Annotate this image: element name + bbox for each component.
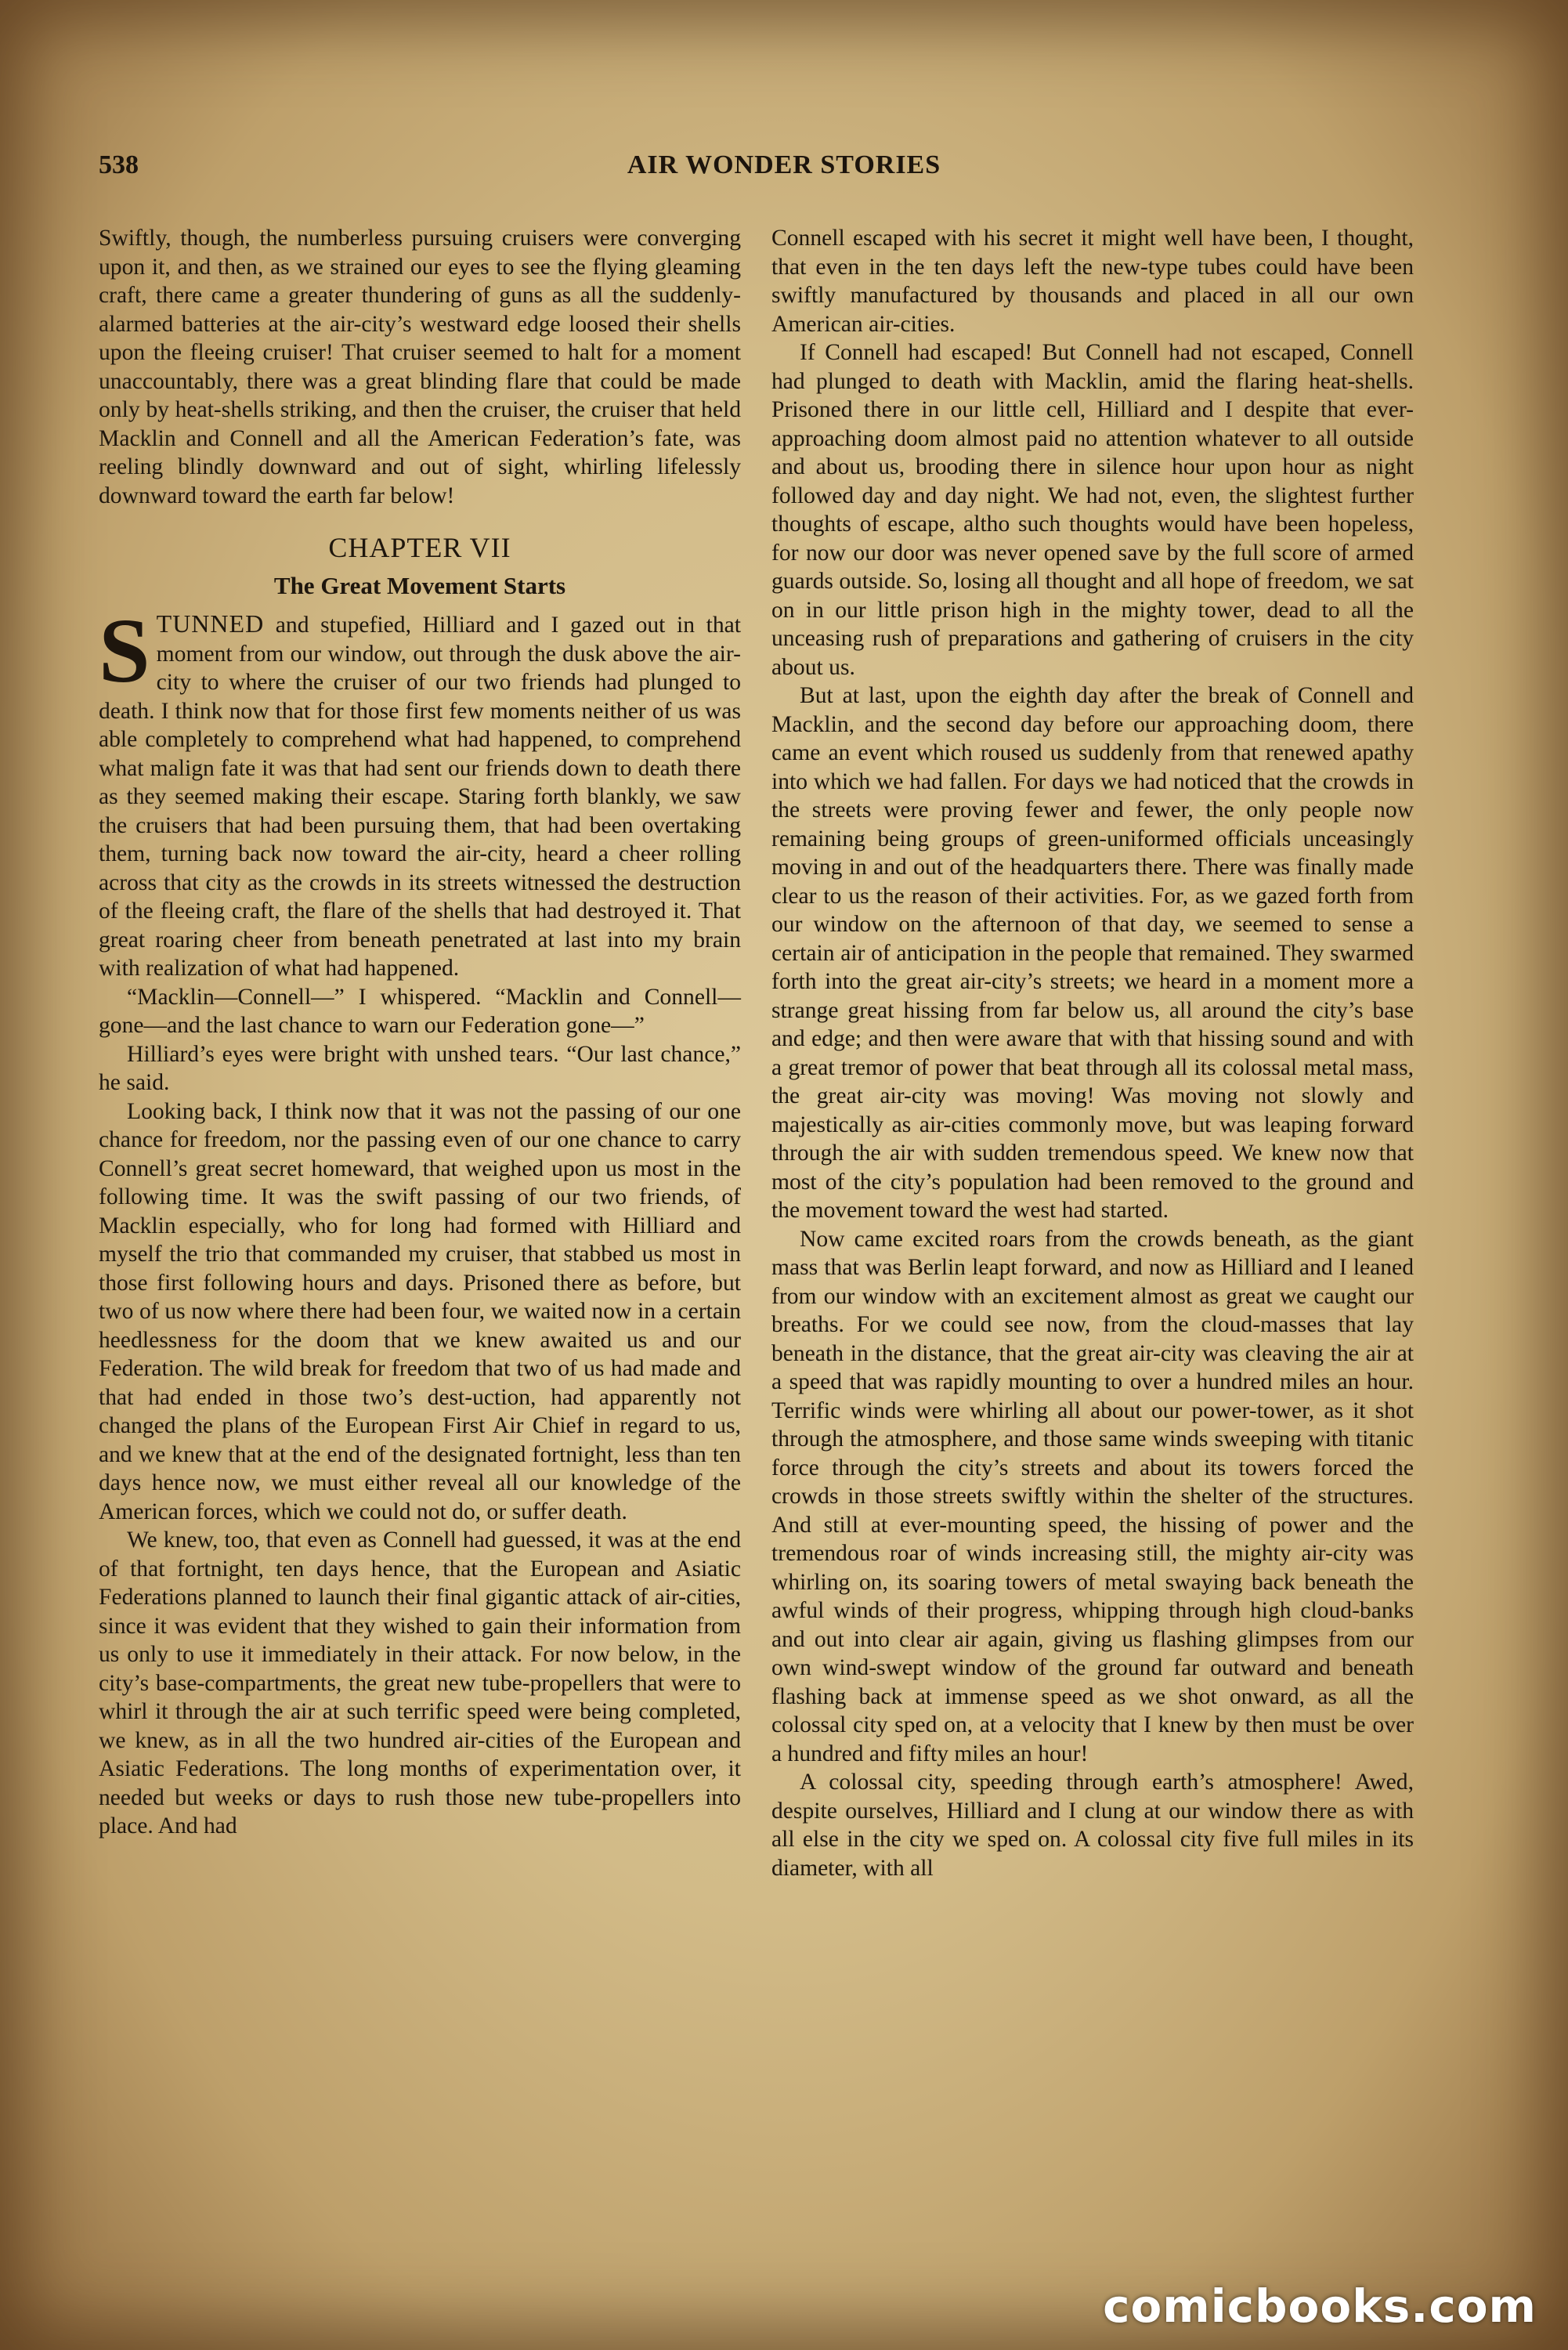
site-watermark: comicbooks.com	[1103, 2280, 1537, 2333]
paragraph: Swiftly, though, the numberless pursuing cruisers were converging upon it, and then, as we strained our eyes to see the flying gleaming craft, there came a greater thundering of guns as all the suddenly-alarmed batteries at the air-city’s westward edge loosed their shells upon the fleeing cruiser! That cruiser seemed to halt for a moment unaccountably, there was a great blinding flare that could be made only by heat-shells striking, and then the cruiser, the cruiser that held Macklin and Connell and all the American Federation’s fate, was reeling blindly downward and out of sight, whirling lifelessly downward toward the earth far below!	[99, 226, 741, 508]
chapter-title: The Great Movement Starts	[273, 571, 566, 599]
paragraph: But at last, upon the eighth day after the break of Connell and Macklin, and the second day before our approaching doom, there came an event which roused us suddenly from that renewed apathy into which we had fallen. For days we had noticed that the crowds in the streets were proving fewer and fewer, the only people now remaining being groups of green-uniformed officials unceasingly moving in and out of the headquarters there. There was finally made clear to us the reason of their activities. For, as we gazed forth from our window on the afternoon of that day, we seemed to sense a certain air of anticipation in the people that remained. They swarmed forth into the great air-city’s streets; we heard in a moment more a strange great hissing from far below us, all around the city’s base and edge; and then were aware that with that hissing sound and with a great tremor of power that beat through all its colossal metal mass, the great air-city was moving! Was moving not slowly and majestically as air-cities commonly move, but was leaping forward through the air with sudden tremendous speed. We knew now that most of the city’s population had been removed to the ground and the movement toward the west had started.	[771, 683, 1414, 1223]
right-column	[771, 224, 1414, 1882]
opening-small-caps: TUNNED	[156, 609, 265, 638]
paragraph: Now came excited roars from the crowds beneath, as the giant mass that was Berlin leapt forward, and now as Hilliard and I leaned from our window with an excitement almost as great we caught our breaths. For we could see now, from the cloud-masses that lay beneath in the distance, that the great air-city was cleaving the air at a speed that was rapidly mounting to over a hundred miles an hour. Terrific winds were whirling all about our power-tower, as it shot through the atmosphere, and those same winds sweeping with titanic force through the city’s streets and about its towers forced the crowds in those streets swiftly within the shelter of the structures. And still at ever-mounting speed, the hissing of power and the tremendous roar of winds increasing still, the mighty air-city was whirling on, its soaring towers of metal swaying back beneath the awful winds of their progress, whipping through high cloud-banks and out into clear air again, giving us flashing glimpses from our own wind-swept window of the ground far outward and beneath flashing back at immense speed as we shot onward, as all the colossal city sped on, at a velocity that I knew by then must be over a hundred and fifty miles an hour!	[771, 1226, 1414, 1766]
drop-cap: S	[99, 599, 150, 702]
opening-text: and stupefied, Hilliard and I gazed out in that moment from our window, out through the dusk above the air-city to where the cruiser of our two friends had plunged to death. I think now that for those first few moments neither of us was able completely to comprehend what had happened, to comprehend what malign fate it was that had sent our friends down to death there as they seemed making their escape. Staring forth blankly, we saw the cruisers that had been pursuing them, that had been overtaking them, turning back now toward the air-city, heard a cheer rolling across that city as the crowds in its streets witnessed the destruction of the fleeing craft, the flare of the shells that had destroyed it. That great roaring cheer from beneath penetrated at last into my brain with realization of what had happened.	[99, 613, 741, 981]
chapter-heading: CHAPTER VII	[328, 532, 511, 563]
paragraph: Hilliard’s eyes were bright with unshed tears. “Our last chance,” he said.	[99, 1041, 741, 1095]
paragraph: We knew, too, that even as Connell had guessed, it was at the end of that fortnight, ten days hence, that the European and Asiatic Federations planned to launch their final gigantic attack of air-cities, since it was evident that they wished to gain their information from us only to use it immediately in their attack. For now below, in the city’s base-compartments, the great new tube-propellers that were to whirl it through the air at such terrific speed were being completed, we knew, as in all the two hundred air-cities of the European and Asiatic Federations. The long months of experimentation over, it needed but weeks or days to rush those new tube-propellers into place. And had	[99, 1528, 741, 1838]
paragraph: Connell escaped with his secret it might well have been, I thought, that even in the ten days left the new-type tubes could have been swiftly manufactured by thousands and placed in all our own American air-cities.	[771, 226, 1414, 337]
opening-paragraph	[99, 599, 741, 983]
running-head-title: AIR WONDER STORIES	[627, 150, 941, 179]
paragraph: “Macklin—Connell—” I whispered. “Macklin and Connell—gone—and the last chance to warn our Federation gone—”	[99, 984, 741, 1038]
left-column	[99, 224, 741, 1841]
page-number: 538	[99, 150, 139, 179]
paragraph: A colossal city, speeding through earth’s atmosphere! Awed, despite ourselves, Hilliard and I clung at our window there as with all else in the city we sped on. A colossal city five full miles in its diameter, with all	[771, 1770, 1414, 1881]
paragraph: If Connell had escaped! But Connell had not escaped, Connell had plunged to death with Macklin, amid the flaring heat-shells. Prisoned there in our little cell, Hilliard and I despite that ever-approaching doom almost paid no attention whatever to all outside and about us, brooding there in silence hour upon hour as night followed day and day night. We had not, even, the slightest further thoughts of escape, altho such thoughts would have been hopeless, for now our door was never opened save by the full score of armed guards outside. So, losing all thought and all hope of freedom, we sat on in our little prison high in the mighty tower, dead to all the unceasing rush of preparations and gathering of cruisers in the city about us.	[771, 340, 1414, 680]
paragraph: Looking back, I think now that it was not the passing of our one chance for freedom, nor the passing even of our one chance to carry Connell’s great secret homeward, that weighed upon us most in the following time. It was the swift passing of our two friends, of Macklin especially, who for long had formed with Hilliard and myself the trio that commanded my cruiser, that stabbed us most in those first following hours and days. Prisoned there as before, but two of us now where there had been four, we waited now in a certain heedlessness for the doom that we knew awaited us and our Federation. The wild break for freedom that two of us had made and that had ended in those two’s dest-uction, had apparently not changed the plans of the European First Air Chief in regard to us, and we knew that at the end of the designated fortnight, less than ten days hence now, we must either reveal all our knowledge of the American forces, which we could not do, or suffer death.	[99, 1098, 741, 1524]
